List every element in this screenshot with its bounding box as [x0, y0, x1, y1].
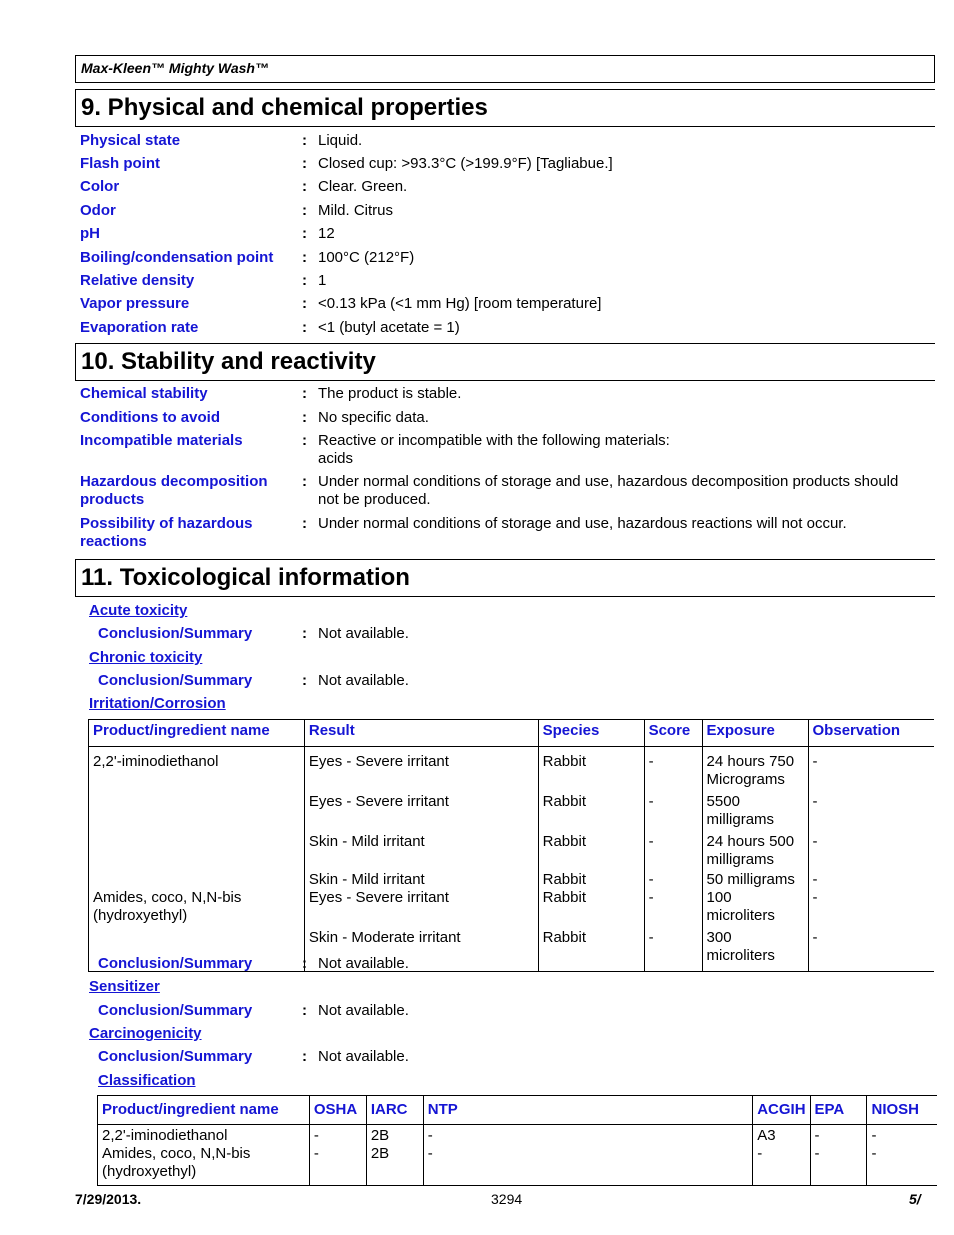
species-cell: Rabbit	[538, 871, 644, 889]
ingredient-name-line: (hydroxyethyl)	[93, 907, 188, 924]
score-cell: -	[644, 831, 702, 871]
colon: :	[302, 385, 307, 402]
observation-cell: -	[812, 833, 818, 850]
ingredient-name: 2,2'-iminodiethanol	[89, 747, 305, 792]
colon: :	[302, 249, 307, 266]
colon: :	[302, 225, 307, 242]
iarc-cell: 2B	[366, 1145, 423, 1186]
colon: :	[302, 272, 307, 289]
column-header: Score	[644, 720, 702, 747]
classification-link[interactable]: Classification	[98, 1072, 196, 1089]
section-11-heading	[75, 559, 935, 597]
observation-cell: -	[812, 793, 818, 810]
property-value-line: acids	[318, 450, 354, 467]
ingredient-name-line: Amides, coco, N,N-bis	[102, 1145, 251, 1162]
observation-cell: -	[812, 753, 818, 770]
property-value-line: not be produced.	[318, 491, 431, 508]
colon: :	[302, 625, 307, 642]
ingredient-name-line: (hydroxyethyl)	[102, 1163, 197, 1180]
conclusion-value: Not available.	[318, 1048, 409, 1065]
species-cell: Rabbit	[538, 889, 644, 927]
exposure-line: 100	[706, 889, 732, 906]
niosh-cell: -	[871, 1127, 877, 1144]
property-label-line: Possibility of hazardous	[80, 515, 253, 532]
conclusion-label: Conclusion/Summary	[98, 1048, 253, 1065]
column-header: Species	[538, 720, 644, 747]
column-header: Observation	[812, 722, 901, 739]
exposure-cell	[702, 747, 808, 792]
colon: :	[302, 515, 307, 532]
table-header-row	[89, 720, 935, 747]
property-value: 100°C (212°F)	[318, 249, 415, 266]
sensitizer-link[interactable]: Sensitizer	[89, 978, 160, 995]
table-row	[89, 831, 935, 871]
column-header: NTP	[423, 1096, 752, 1125]
osha-cell: -	[309, 1145, 366, 1186]
species-cell: Rabbit	[538, 831, 644, 871]
observation-cell: -	[812, 889, 818, 906]
score-cell: -	[644, 791, 702, 831]
column-header: EPA	[810, 1096, 867, 1125]
exposure-cell	[702, 791, 808, 831]
column-header: Exposure	[702, 720, 808, 747]
result-cell: Skin - Moderate irritant	[304, 927, 538, 972]
ntp-cell: -	[423, 1125, 752, 1146]
conclusion-value: Not available.	[318, 955, 409, 972]
ingredient-name	[89, 871, 305, 889]
document-header	[75, 55, 935, 83]
property-value	[318, 473, 928, 509]
property-value-line: Under normal conditions of storage and use, hazardous decomposition products should	[318, 473, 899, 490]
section-9-heading	[75, 89, 935, 127]
section-title: 11. Toxicological information	[81, 564, 410, 591]
property-label	[80, 473, 295, 509]
carcinogenicity-link[interactable]: Carcinogenicity	[89, 1025, 202, 1042]
colon: :	[302, 672, 307, 689]
exposure-line: milligrams	[706, 811, 775, 828]
colon: :	[302, 178, 307, 195]
score-cell: -	[644, 889, 702, 927]
acute-toxicity-link[interactable]: Acute toxicity	[89, 602, 188, 619]
property-value: Under normal conditions of storage and use, hazardous reactions will not occur.	[318, 515, 847, 532]
colon: :	[302, 132, 307, 149]
table-row	[89, 871, 935, 889]
property-label: Incompatible materials	[80, 432, 243, 449]
species-cell: Rabbit	[538, 747, 644, 792]
column-header: ACGIH	[753, 1096, 810, 1125]
property-value: Liquid.	[318, 132, 363, 149]
observation-cell: -	[812, 929, 818, 946]
ntp-cell: -	[423, 1145, 752, 1186]
exposure-line: 24 hours 750	[706, 753, 795, 770]
property-label: Conditions to avoid	[80, 409, 220, 426]
ingredient-name	[98, 1145, 310, 1186]
colon: :	[302, 202, 307, 219]
column-header: NIOSH	[871, 1101, 919, 1118]
property-label: Flash point	[80, 155, 160, 172]
property-value: Closed cup: >93.3°C (>199.9°F) [Tagliabue.]	[318, 155, 613, 172]
colon: :	[302, 1002, 307, 1019]
observation-cell: -	[812, 871, 818, 888]
colon: :	[302, 955, 307, 972]
property-label-line: reactions	[80, 533, 147, 550]
exposure-cell: 50 milligrams	[702, 871, 808, 889]
property-label-line: products	[80, 491, 145, 508]
epa-cell: -	[810, 1125, 867, 1146]
niosh-cell: -	[871, 1145, 877, 1162]
exposure-line: microliters	[706, 907, 775, 924]
colon: :	[302, 155, 307, 172]
property-label: Vapor pressure	[80, 295, 190, 312]
classification-table	[97, 1095, 924, 1185]
colon: :	[302, 1048, 307, 1065]
species-cell: Rabbit	[538, 927, 644, 972]
property-label: Chemical stability	[80, 385, 208, 402]
epa-cell: -	[810, 1145, 867, 1186]
irritation-corrosion-link[interactable]: Irritation/Corrosion	[89, 695, 226, 712]
column-header: OSHA	[309, 1096, 366, 1125]
table-row	[98, 1125, 938, 1146]
colon: :	[302, 473, 307, 490]
conclusion-label: Conclusion/Summary	[98, 955, 253, 972]
result-cell: Skin - Mild irritant	[304, 831, 538, 871]
property-label: Relative density	[80, 272, 195, 289]
ingredient-name-line: Amides, coco, N,N-bis	[93, 889, 242, 906]
property-label: Evaporation rate	[80, 319, 199, 336]
footer-date: 7/29/2013.	[75, 1191, 142, 1207]
acgih-cell: A3	[753, 1125, 810, 1146]
property-label: Odor	[80, 202, 116, 219]
osha-cell: -	[309, 1125, 366, 1146]
conclusion-value: Not available.	[318, 672, 409, 689]
table-row	[89, 889, 935, 927]
property-value: No specific data.	[318, 409, 429, 426]
ingredient-name: 2,2'-iminodiethanol	[98, 1125, 310, 1146]
section-title: 9. Physical and chemical properties	[81, 94, 488, 121]
product-name: Max-Kleen™ Mighty Wash™	[81, 60, 269, 76]
exposure-line: Micrograms	[706, 771, 785, 788]
property-value: <0.13 kPa (<1 mm Hg) [room temperature]	[318, 295, 602, 312]
footer-code: 3294	[491, 1191, 523, 1207]
property-value: The product is stable.	[318, 385, 462, 402]
exposure-line: microliters	[706, 947, 775, 964]
acgih-cell: -	[753, 1145, 810, 1186]
column-header: Product/ingredient name	[98, 1096, 310, 1125]
colon: :	[302, 295, 307, 312]
conclusion-label: Conclusion/Summary	[98, 625, 253, 642]
property-value: 1	[318, 272, 327, 289]
conclusion-label: Conclusion/Summary	[98, 672, 253, 689]
column-header: Result	[304, 720, 538, 747]
exposure-cell	[702, 831, 808, 871]
property-label: pH	[80, 225, 100, 242]
property-value: <1 (butyl acetate = 1)	[318, 319, 460, 336]
column-header: IARC	[366, 1096, 423, 1125]
section-title: 10. Stability and reactivity	[81, 348, 376, 375]
colon: :	[302, 319, 307, 336]
conclusion-value: Not available.	[318, 625, 409, 642]
footer-page-number: 5/	[909, 1191, 921, 1207]
section-10-heading	[75, 343, 935, 381]
result-cell: Eyes - Severe irritant	[304, 889, 538, 927]
score-cell: -	[644, 927, 702, 972]
property-value: Clear. Green.	[318, 178, 408, 195]
table-header-row	[98, 1096, 938, 1125]
column-header: Product/ingredient name	[89, 720, 305, 747]
property-label	[80, 515, 295, 551]
exposure-cell	[702, 889, 808, 927]
table-row	[89, 791, 935, 831]
ingredient-name	[89, 791, 305, 831]
property-value: 12	[318, 225, 335, 242]
exposure-line: 300	[706, 929, 732, 946]
property-value-line: Reactive or incompatible with the following materials:	[318, 432, 670, 449]
property-value	[318, 432, 928, 468]
table-row	[98, 1145, 938, 1186]
colon: :	[302, 409, 307, 426]
species-cell: Rabbit	[538, 791, 644, 831]
exposure-line: 5500	[706, 793, 740, 810]
result-cell: Eyes - Severe irritant	[304, 747, 538, 792]
score-cell: -	[644, 871, 702, 889]
property-label: Boiling/condensation point	[80, 249, 274, 266]
colon: :	[302, 432, 307, 449]
property-value: Mild. Citrus	[318, 202, 394, 219]
result-cell: Skin - Mild irritant	[304, 871, 538, 889]
table-row	[89, 747, 935, 792]
score-cell: -	[644, 747, 702, 792]
iarc-cell: 2B	[366, 1125, 423, 1146]
conclusion-value: Not available.	[318, 1002, 409, 1019]
ingredient-name	[89, 889, 305, 927]
property-label-line: Hazardous decomposition	[80, 473, 268, 490]
result-cell: Eyes - Severe irritant	[304, 791, 538, 831]
exposure-line: milligrams	[706, 851, 775, 868]
exposure-line: 24 hours 500	[706, 833, 795, 850]
chronic-toxicity-link[interactable]: Chronic toxicity	[89, 649, 203, 666]
conclusion-label: Conclusion/Summary	[98, 1002, 253, 1019]
ingredient-name	[89, 831, 305, 871]
property-label: Physical state	[80, 132, 181, 149]
property-label: Color	[80, 178, 120, 195]
